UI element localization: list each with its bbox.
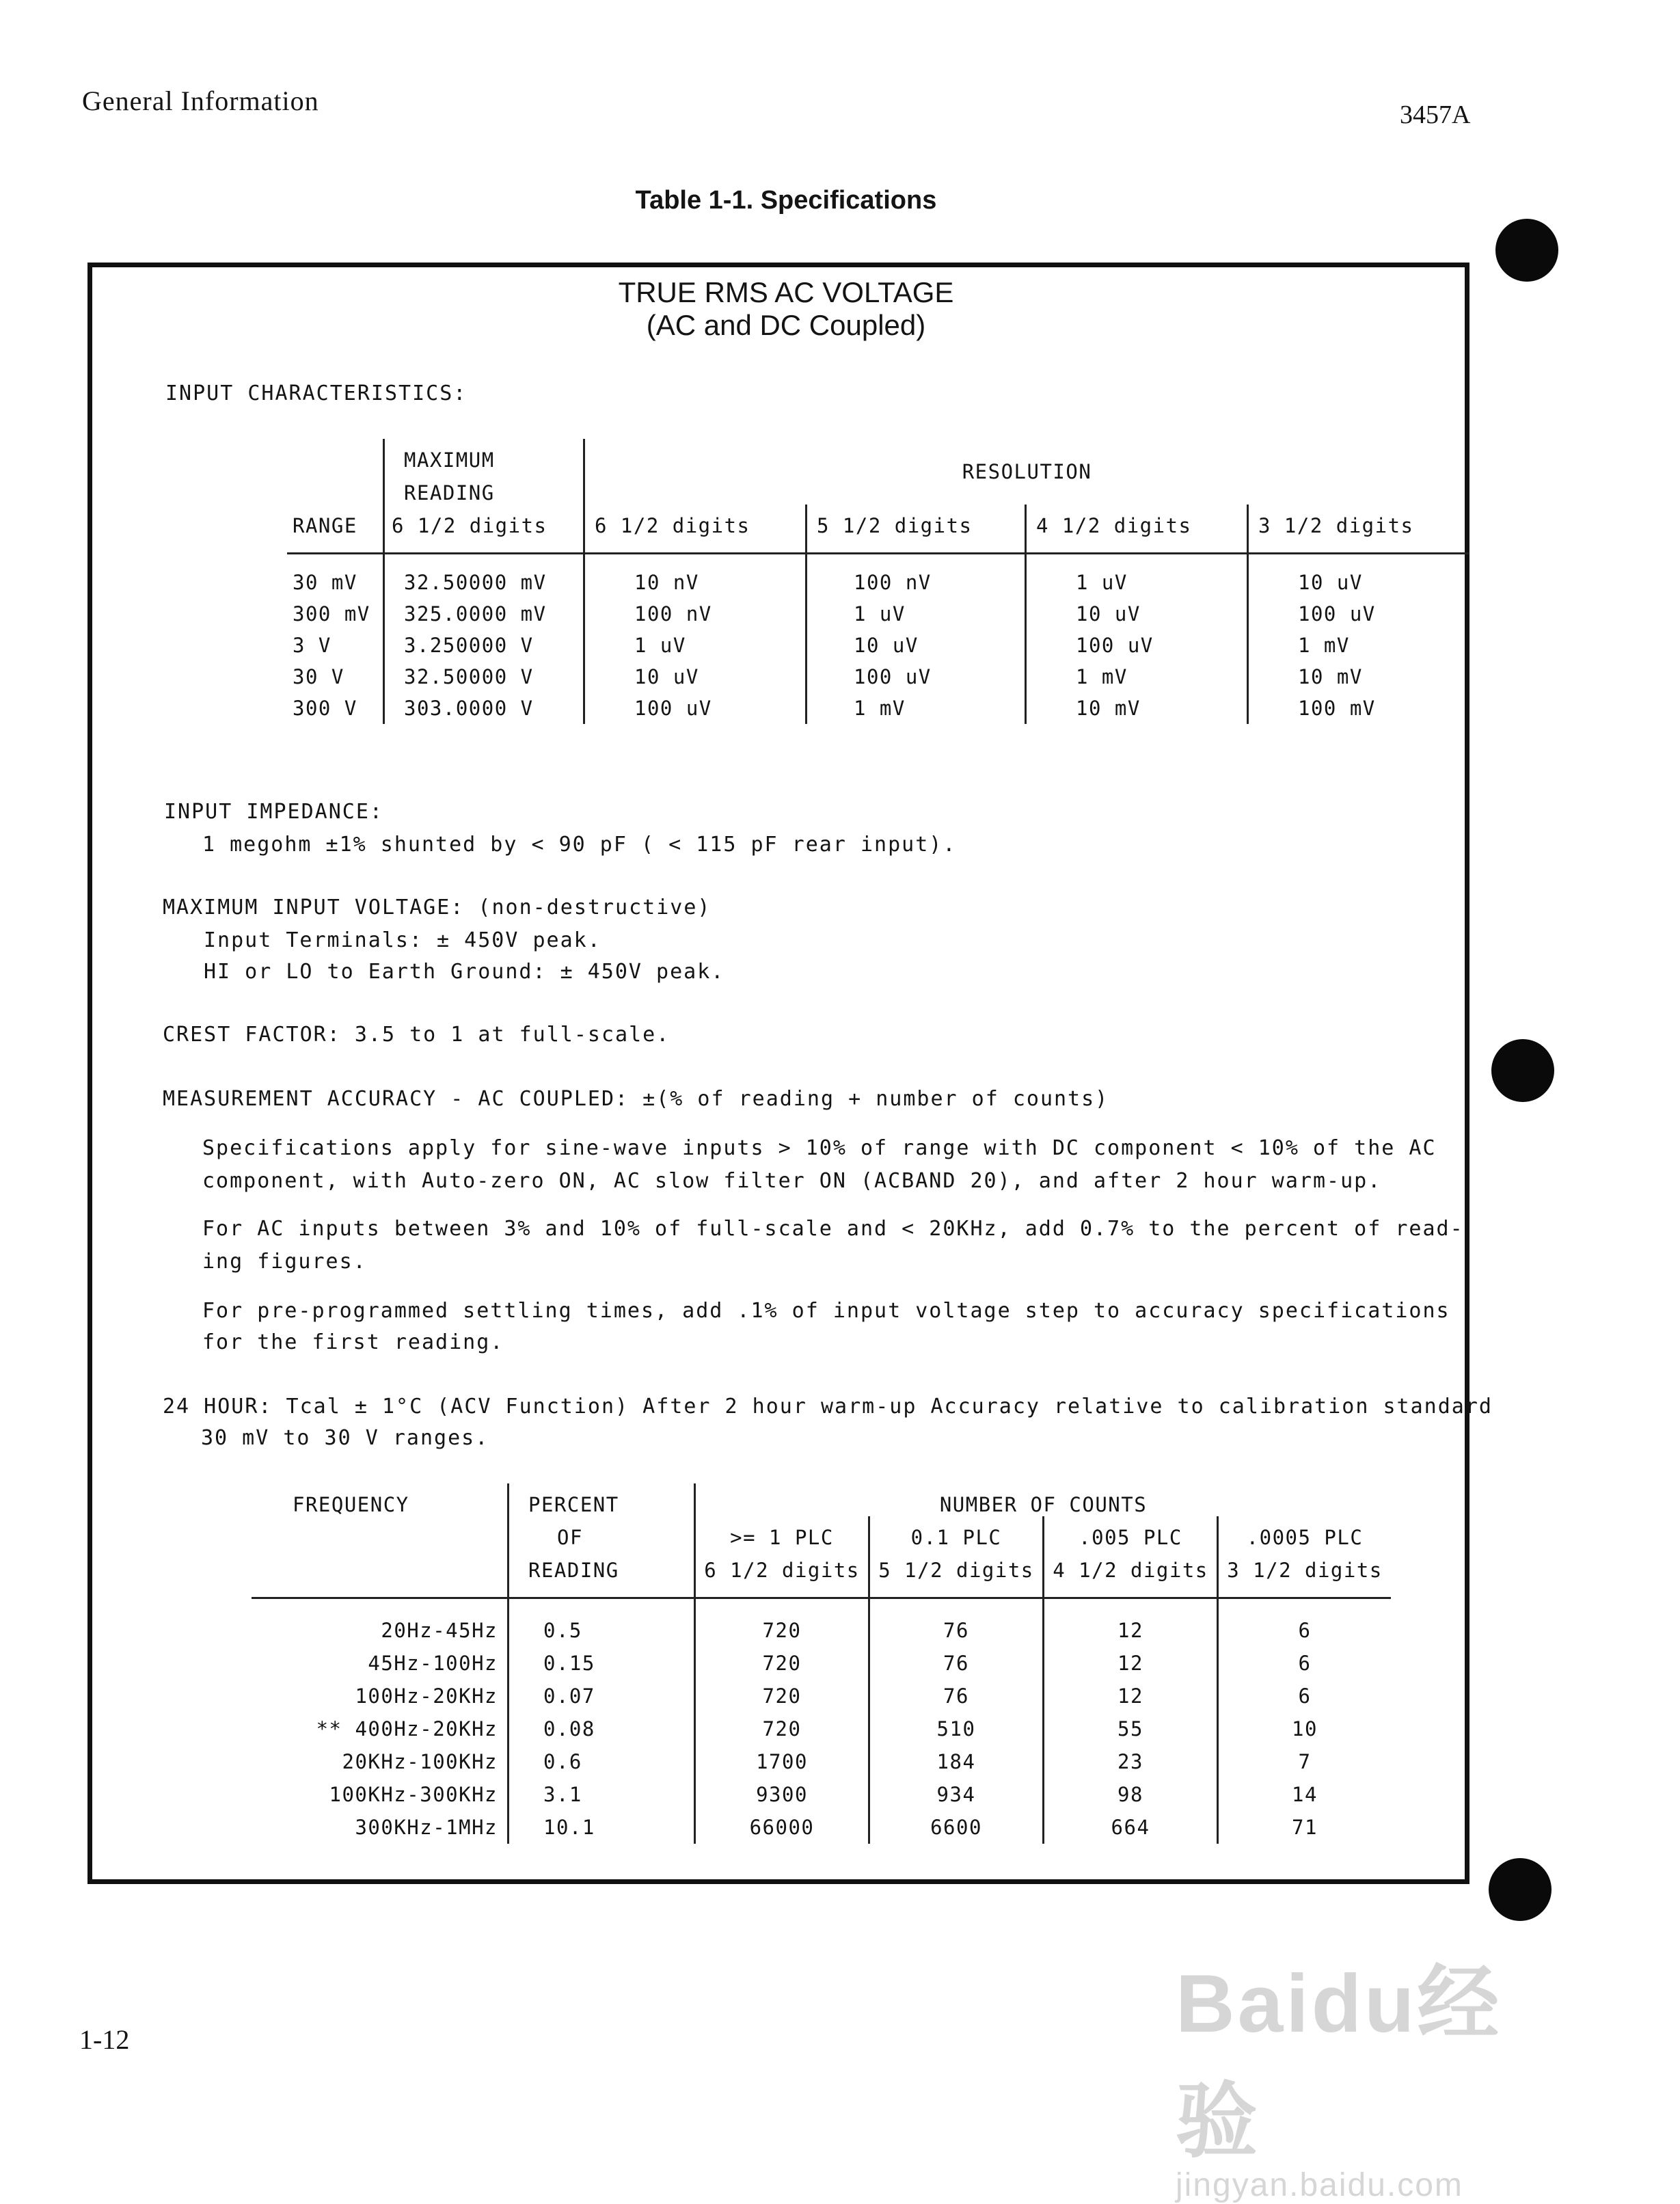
counts-cell: 12	[1044, 1598, 1218, 1648]
counts-cell: 9300	[695, 1778, 869, 1811]
accuracy-table	[252, 1483, 1391, 1844]
counts-cell: 12	[1044, 1647, 1218, 1680]
plc-header: >= 1 PLC	[695, 1516, 869, 1549]
range-header: RANGE	[287, 505, 384, 554]
resolution-cell: 100 mV	[1248, 693, 1469, 724]
table-row	[252, 1712, 1391, 1745]
counts-cell: 720	[695, 1647, 869, 1680]
range-cell: 30 V	[293, 665, 344, 688]
counts-cell: 6	[1218, 1647, 1392, 1680]
counts-cell: 6600	[869, 1811, 1044, 1844]
counts-cell: 12	[1044, 1680, 1218, 1712]
resolution-col-4-5: 4 1/2 digits	[1026, 505, 1248, 554]
resolution-cell: 10 uV	[1248, 554, 1469, 599]
frequency-cell: 45Hz-100Hz	[368, 1652, 498, 1675]
max-input-terminals: Input Terminals: ± 450V peak.	[204, 928, 601, 952]
running-header-section: General Information	[82, 85, 319, 116]
counts-cell: 76	[869, 1647, 1044, 1680]
table-row	[287, 598, 1469, 630]
percent-header-2: OF	[509, 1516, 695, 1549]
plc-header: 0.1 PLC	[869, 1516, 1044, 1549]
max-reading-cell: 32.50000 V	[384, 661, 584, 693]
resolution-cell: 1 uV	[807, 598, 1026, 630]
counts-cell: 7	[1218, 1745, 1392, 1778]
section-title: TRUE RMS AC VOLTAGE	[618, 276, 954, 308]
max-reading-header-3: 6 1/2 digits	[384, 505, 584, 554]
counts-cell: 184	[869, 1745, 1044, 1778]
percent-cell: 0.08	[509, 1712, 695, 1745]
accuracy-para1-line1: Specifications apply for sine-wave inputs > 10% of range with DC component < 10% of the AC	[202, 1136, 1437, 1160]
counts-cell: 71	[1218, 1811, 1392, 1844]
counts-cell: 76	[869, 1598, 1044, 1648]
table-row	[252, 1647, 1391, 1680]
counts-cell: 934	[869, 1778, 1044, 1811]
resolution-cell: 10 uV	[807, 630, 1026, 661]
running-header-model: 3457A	[1400, 100, 1471, 129]
accuracy-para3-line1: For pre-programmed settling times, add .1% of input voltage step to accuracy specifications	[202, 1299, 1450, 1323]
resolution-cell: 1 uV	[584, 630, 807, 661]
resolution-cell: 1 mV	[807, 693, 1026, 724]
watermark-brand: Baidu经验	[1176, 1958, 1502, 2167]
counts-cell: 98	[1044, 1778, 1218, 1811]
table-row	[252, 1680, 1391, 1712]
table-row	[287, 661, 1469, 693]
resolution-cell: 1 mV	[1026, 661, 1248, 693]
resolution-cell: 100 uV	[1026, 630, 1248, 661]
table-row	[287, 693, 1469, 724]
counts-cell: 14	[1218, 1778, 1392, 1811]
resolution-col-5-5: 5 1/2 digits	[807, 505, 1026, 554]
counts-cell: 720	[695, 1598, 869, 1648]
frequency-cell: 300KHz-1MHz	[355, 1816, 498, 1839]
max-input-voltage-heading: MAXIMUM INPUT VOLTAGE: (non-destructive)	[163, 896, 712, 919]
section-subtitle: (AC and DC Coupled)	[646, 309, 926, 341]
resolution-cell: 100 nV	[584, 598, 807, 630]
table-row	[252, 1598, 1391, 1648]
resolution-col-3-5: 3 1/2 digits	[1248, 505, 1469, 554]
counts-cell: 1700	[695, 1745, 869, 1778]
24-hour-line1: 24 HOUR: Tcal ± 1°C (ACV Function) After 2 hour warm-up Accuracy relative to calibration standard	[163, 1395, 1493, 1419]
frequency-cell: ** 400Hz-20KHz	[316, 1717, 498, 1741]
percent-cell: 0.15	[509, 1647, 695, 1680]
resolution-cell: 100 uV	[584, 693, 807, 724]
counts-cell: 664	[1044, 1811, 1218, 1844]
resolution-col-6-5: 6 1/2 digits	[584, 505, 807, 554]
table-row	[252, 1811, 1391, 1844]
percent-header-3: READING	[509, 1549, 695, 1598]
accuracy-heading: MEASUREMENT ACCURACY - AC COUPLED: ±(% of reading + number of counts)	[163, 1087, 1109, 1111]
binder-hole-middle	[1491, 1039, 1554, 1102]
frequency-cell: 100KHz-300KHz	[329, 1783, 498, 1806]
resolution-cell: 10 nV	[584, 554, 807, 599]
percent-cell: 3.1	[509, 1778, 695, 1811]
range-cell: 300 mV	[293, 602, 370, 626]
frequency-cell: 20Hz-45Hz	[381, 1619, 498, 1642]
range-cell: 3 V	[293, 634, 331, 657]
input-impedance-heading: INPUT IMPEDANCE:	[164, 800, 383, 824]
frequency-cell: 100Hz-20KHz	[355, 1684, 498, 1708]
binder-hole-bottom	[1489, 1858, 1552, 1921]
accuracy-para2-line1: For AC inputs between 3% and 10% of full-scale and < 20KHz, add 0.7% to the percent of read-	[202, 1217, 1464, 1241]
percent-cell: 0.5	[509, 1598, 695, 1648]
percent-header-1: PERCENT	[509, 1483, 695, 1516]
frequency-cell: 20KHz-100KHz	[342, 1750, 498, 1773]
max-reading-header-2: READING	[384, 472, 584, 505]
resolution-cell: 100 nV	[807, 554, 1026, 599]
input-characteristics-heading: INPUT CHARACTERISTICS:	[165, 381, 468, 405]
counts-cell: 55	[1044, 1712, 1218, 1745]
table-row	[287, 630, 1469, 661]
digits-header: 6 1/2 digits	[695, 1549, 869, 1598]
watermark-url: jingyan.baidu.com	[1176, 2167, 1463, 2203]
max-input-earth: HI or LO to Earth Ground: ± 450V peak.	[204, 960, 725, 984]
counts-cell: 6	[1218, 1680, 1392, 1712]
table-row	[287, 554, 1469, 599]
digits-header: 4 1/2 digits	[1044, 1549, 1218, 1598]
counts-cell: 66000	[695, 1811, 869, 1844]
binder-hole-top	[1495, 219, 1558, 282]
counts-cell: 510	[869, 1712, 1044, 1745]
resolution-cell: 1 uV	[1026, 554, 1248, 599]
plc-header: .005 PLC	[1044, 1516, 1218, 1549]
24-hour-line2: 30 mV to 30 V ranges.	[201, 1426, 489, 1450]
counts-cell: 23	[1044, 1745, 1218, 1778]
resolution-cell: 10 uV	[1026, 598, 1248, 630]
resolution-header: RESOLUTION	[584, 439, 1469, 505]
digits-header: 3 1/2 digits	[1218, 1549, 1392, 1598]
resolution-cell: 10 mV	[1026, 693, 1248, 724]
counts-cell: 720	[695, 1712, 869, 1745]
max-reading-cell: 32.50000 mV	[384, 554, 584, 599]
resolution-table	[287, 439, 1469, 724]
resolution-cell: 10 mV	[1248, 661, 1469, 693]
percent-cell: 0.6	[509, 1745, 695, 1778]
table-caption: Table 1-1. Specifications	[635, 186, 937, 215]
percent-cell: 0.07	[509, 1680, 695, 1712]
frequency-header: FREQUENCY	[293, 1493, 409, 1516]
digits-header: 5 1/2 digits	[869, 1549, 1044, 1598]
max-reading-header-1: MAXIMUM	[384, 439, 584, 472]
range-cell: 300 V	[293, 697, 357, 720]
counts-header: NUMBER OF COUNTS	[695, 1483, 1392, 1516]
range-cell: 30 mV	[293, 571, 357, 594]
accuracy-para3-line2: for the first reading.	[202, 1330, 504, 1354]
input-impedance-text: 1 megohm ±1% shunted by < 90 pF ( < 115 pF rear input).	[202, 833, 957, 857]
counts-cell: 76	[869, 1680, 1044, 1712]
resolution-cell: 1 mV	[1248, 630, 1469, 661]
counts-cell: 720	[695, 1680, 869, 1712]
accuracy-para2-line2: ing figures.	[202, 1250, 367, 1274]
counts-cell: 10	[1218, 1712, 1392, 1745]
crest-factor: CREST FACTOR: 3.5 to 1 at full-scale.	[163, 1023, 670, 1047]
resolution-cell: 100 uV	[807, 661, 1026, 693]
table-row	[252, 1778, 1391, 1811]
resolution-cell: 10 uV	[584, 661, 807, 693]
plc-header: .0005 PLC	[1218, 1516, 1392, 1549]
watermark	[1176, 1938, 1586, 2204]
percent-cell: 10.1	[509, 1811, 695, 1844]
accuracy-para1-line2: component, with Auto-zero ON, AC slow filter ON (ACBAND 20), and after 2 hour warm-up.	[202, 1169, 1382, 1193]
table-row	[252, 1745, 1391, 1778]
page-number: 1-12	[79, 2024, 130, 2055]
max-reading-cell: 325.0000 mV	[384, 598, 584, 630]
max-reading-cell: 303.0000 V	[384, 693, 584, 724]
resolution-cell: 100 uV	[1248, 598, 1469, 630]
max-reading-cell: 3.250000 V	[384, 630, 584, 661]
counts-cell: 6	[1218, 1598, 1392, 1648]
